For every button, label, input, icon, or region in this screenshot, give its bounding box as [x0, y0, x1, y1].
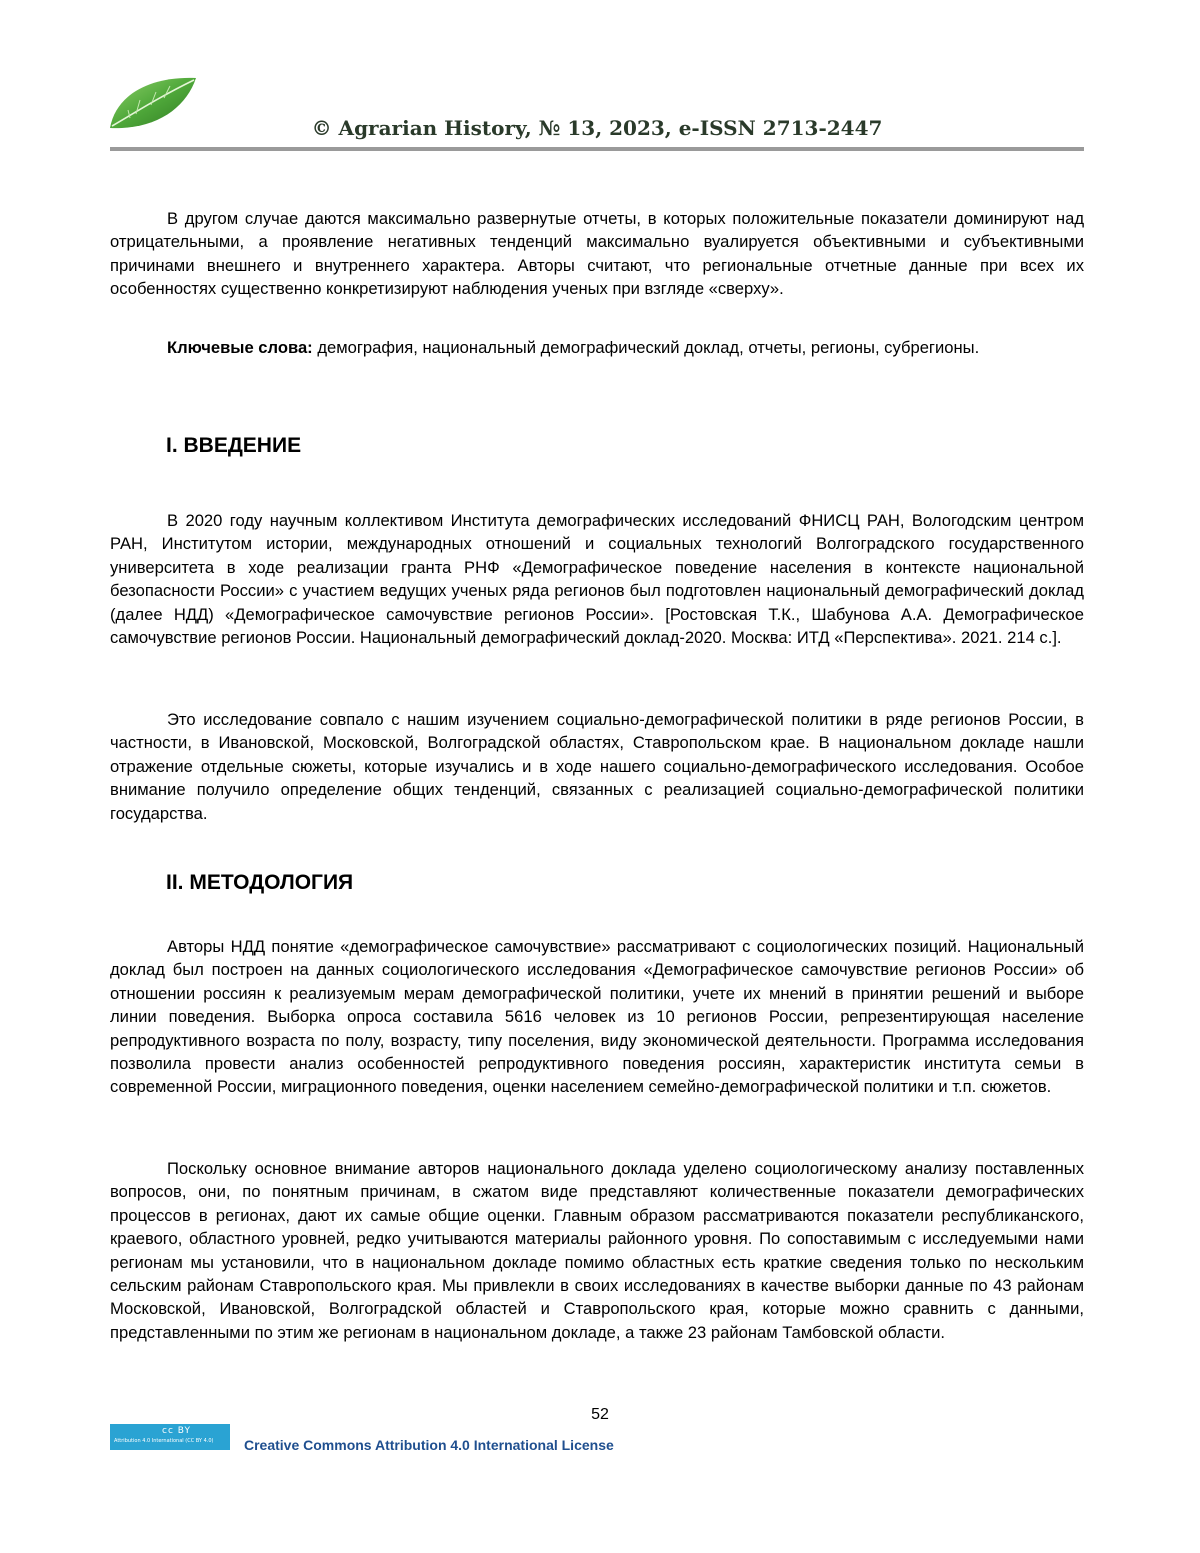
cc-badge-text: Attribution 4.0 International (CC BY 4.0): [114, 1438, 214, 1444]
page-number: 52: [591, 1406, 609, 1423]
paragraph: [110, 509, 1084, 649]
paragraph-text: В 2020 году научным коллективом Института демографических исследований ФНИСЦ РАН, Вологодским центром РАН, Институтом истории, международных отношений и социальных технологий Волгоградского государственного университета в ходе реализации гранта РНФ «Демографическое поведение населения в контексте национальной безопасности России» с участием ведущих ученых ряда регионов был подготовлен национальный демографический доклад (далее НДД) «Демографическое самочувствие регионов России». [Ростовская Т.К., Шабунова А.А. Демографическое самочувствие регионов России. Национальный демографический доклад-2020. Москва: ИТД «Перспектива». 2021. 214 с.].: [110, 511, 1084, 648]
license-link[interactable]: Creative Commons Attribution 4.0 International License: [244, 1437, 614, 1453]
journal-header: © Agrarian History, № 13, 2023, e-ISSN 2713-2447: [311, 116, 883, 140]
paragraph-text: Поскольку основное внимание авторов национального доклада уделено социологическому анализу поставленных вопросов, они, по понятным причинам, в сжатом виде представляют количественные показатели демографических процессов в регионах, дают их самые общие оценки. Главным образом рассматриваются показатели республиканского, краевого, областного уровней, редко учитываются материалы районного уровня. По сопоставимым с исследуемыми нами регионам мы установили, что в национальном докладе помимо областных есть краткие сведения только по нескольким сельским районам Ставропольского края. Мы привлекли в своих исследованиях в качестве выборки данные по 43 районам Московской, Ивановской, Волгоградской областей и Ставропольского края, которые можно сравнить с данными, представленными по этим же регионам в национальном докладе, а также 23 районам Тамбовской области.: [110, 1159, 1084, 1342]
abstract-text: В другом случае даются максимально развернутые отчеты, в которых положительные показатели доминируют над отрицательными, а проявление негативных тенденций максимально вуалируется объективными и субъективными причинами внешнего и внутреннего характера. Авторы считают, что региональные отчетные данные при всех их особенностях существенно конкретизируют наблюдения ученых при взгляде «сверху».: [110, 209, 1084, 299]
keywords-label: Ключевые слова:: [167, 338, 313, 357]
cc-logo-icon: cc BY: [162, 1426, 191, 1436]
paragraph: [110, 708, 1084, 825]
paragraph: [110, 935, 1084, 1099]
abstract-paragraph: [110, 207, 1084, 301]
keywords-text: демография, национальный демографический доклад, отчеты, регионы, субрегионы.: [312, 338, 980, 357]
header-divider: [110, 147, 1084, 151]
paragraph-text: Это исследование совпало с нашим изучением социально-демографической политики в ряде регионов России, в частности, в Ивановской, Московской, Волгоградской областях, Ставропольском крае. В национальном докладе нашли отражение отдельные сюжеты, которые изучались и в ходе нашего социально-демографического исследования. Особое внимание получило определение общих тенденций, связанных с реализацией социально-демографической политики государства.: [110, 710, 1084, 823]
paragraph: [110, 1157, 1084, 1344]
cc-license-badge[interactable]: [110, 1424, 230, 1450]
keywords-paragraph: [110, 336, 1084, 359]
section-heading-introduction: I. ВВЕДЕНИЕ: [166, 434, 302, 457]
section-heading-methodology: II. МЕТОДОЛОГИЯ: [166, 871, 354, 894]
paragraph-text: Авторы НДД понятие «демографическое самочувствие» рассматривают с социологических позиций. Национальный доклад был построен на данных социологического исследования «Демографическое самочувствие регионов России» об отношении россиян к реализуемым мерам демографической политики, учете их мнений в принятии решений и выборе линии поведения. Выборка опроса составила 5616 человек из 10 регионов России, репрезентирующая население репродуктивного возраста по полу, возрасту, типу поселения, виду экономической деятельности. Программа исследования позволила провести анализ особенностей репродуктивного поведения россиян, характеристик института семьи в современной России, миграционного поведения, оценки населением семейно-демографической политики и т.п. сюжетов.: [110, 937, 1084, 1097]
